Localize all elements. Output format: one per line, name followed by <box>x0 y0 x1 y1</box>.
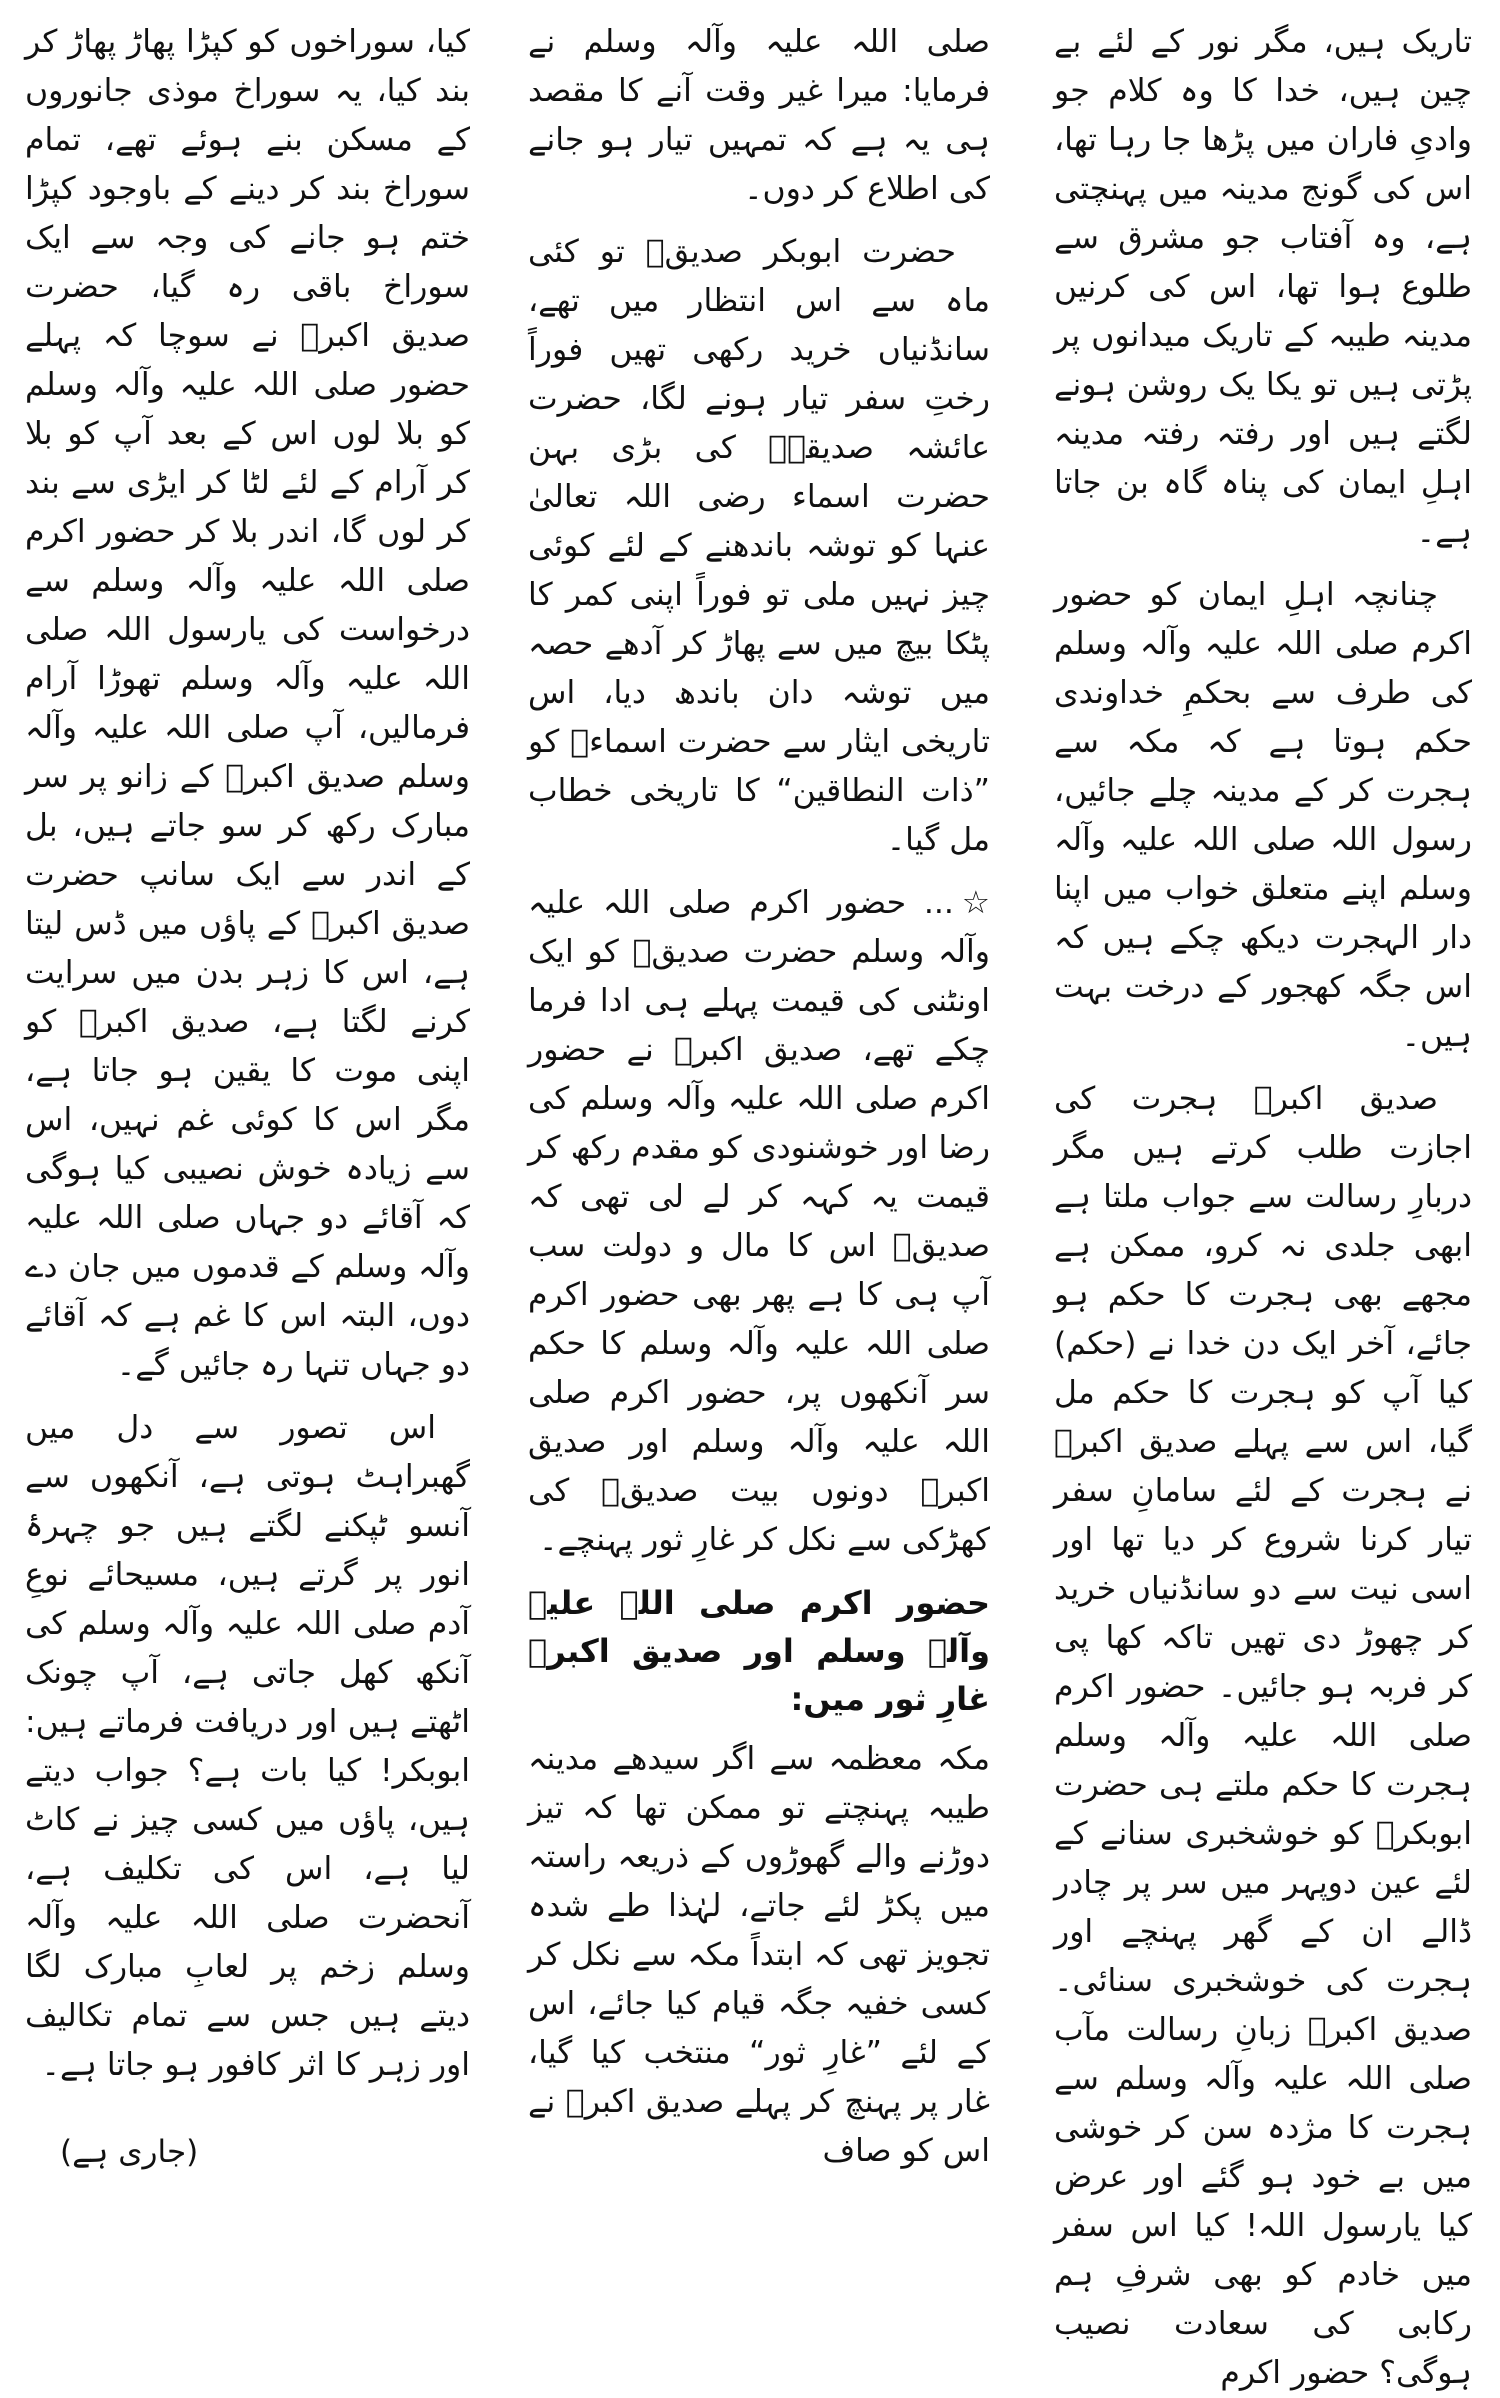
column-left <box>25 18 470 2180</box>
column-right <box>1054 18 1472 2391</box>
column-middle-paragraph-1: صلی اللہ علیہ وآلہ وسلم نے فرمایا: میرا غیر وقت آنے کا مقصد ہی یہ ہے کہ تمہیں تیار ہو جانے کی اطلاع کر دوں۔ <box>528 24 990 207</box>
column-middle-paragraph-2: حضرت ابوبکر صدیقؓ تو کئی ماہ سے اس انتظار میں تھے، سانڈنیاں خرید رکھی تھیں فوراً رختِ سفر تیار ہونے لگا، حضرت عائشہ صدیقہؓ کی بڑی بہن حضرت اسماء رضی اللہ تعالیٰ عنہا کو توشہ باندھنے کے لئے کوئی چیز نہیں ملی تو فوراً اپنی کمر کا پٹکا بیچ میں سے پھاڑ کر آدھے حصہ میں توشہ دان باندھ دیا، اس تاریخی ایثار سے حضرت اسماءؓ کو ”ذات النطاقین“ کا تاریخی خطاب مل گیا۔ <box>528 234 990 858</box>
column-right-paragraph-3: صدیق اکبرؓ ہجرت کی اجازت طلب کرتے ہیں مگر دربارِ رسالت سے جواب ملتا ہے ابھی جلدی نہ کرو، ممکن ہے مجھے بھی ہجرت کا حکم ہو جائے، آخر ایک دن خدا نے (حکم) کیا آپ کو ہجرت کا حکم مل گیا، اس سے پہلے صدیق اکبرؓ نے ہجرت کے لئے سامانِ سفر تیار کرنا شروع کر دیا تھا اور اسی نیت سے دو سانڈنیاں خرید کر چھوڑ دی تھیں تاکہ کھا پی کر فربہ ہو جائیں۔ حضور اکرم صلی اللہ علیہ وآلہ وسلم ہجرت کا حکم ملتے ہی حضرت ابوبکرؓ کو خوشخبری سنانے کے لئے عین دوپہر میں سر پر چادر ڈالے ان کے گھر پہنچے اور ہجرت کی خوشخبری سنائی۔ صدیق اکبرؓ زبانِ رسالت مآب صلی اللہ علیہ وآلہ وسلم سے ہجرت کا مژدہ سن کر خوشی میں بے خود ہو گئے اور عرض کیا یارسول اللہ! کیا اس سفر میں خادم کو بھی شرفِ ہم رکابی کی سعادت نصیب ہوگی؟ حضور اکرم <box>1054 1081 1472 2391</box>
column-right-paragraph-2: چنانچہ اہلِ ایمان کو حضور اکرم صلی اللہ علیہ وآلہ وسلم کی طرف سے بحکمِ خداوندی حکم ہوتا ہے کہ مکہ سے ہجرت کر کے مدینہ چلے جائیں، رسول اللہ صلی اللہ علیہ وآلہ وسلم اپنے متعلق خواب میں اپنا دار الہجرت دیکھ چکے ہیں کہ اس جگہ کھجور کے درخت بہت ہیں۔ <box>1054 577 1472 1054</box>
column-middle-paragraph-3: ☆... حضور اکرم صلی اللہ علیہ وآلہ وسلم حضرت صدیقؓ کو ایک اونٹنی کی قیمت پہلے ہی ادا فرما چکے تھے، صدیق اکبرؓ نے حضور اکرم صلی اللہ علیہ وآلہ وسلم کی رضا اور خوشنودی کو مقدم رکھ کر قیمت یہ کہہ کر لے لی تھی کہ صدیقؓ اس کا مال و دولت سب آپ ہی کا ہے پھر بھی حضور اکرم صلی اللہ علیہ وآلہ وسلم کا حکم سر آنکھوں پر، حضور اکرم صلی اللہ علیہ وآلہ وسلم اور صدیق اکبرؓ دونوں بیت صدیقؓ کی کھڑکی سے نکل کر غارِ ثور پہنچے۔ <box>528 885 990 1558</box>
column-left-paragraph-2: اس تصور سے دل میں گھبراہٹ ہوتی ہے، آنکھوں سے آنسو ٹپکنے لگتے ہیں جو چہرۂ انور پر گرتے ہیں، مسیحائے نوعِ آدم صلی اللہ علیہ وآلہ وسلم کی آنکھ کھل جاتی ہے، آپ چونک اٹھتے ہیں اور دریافت فرماتے ہیں: ابوبکر! کیا بات ہے؟ جواب دیتے ہیں، پاؤں میں کسی چیز نے کاٹ لیا ہے، اس کی تکلیف ہے، آنحضرت صلی اللہ علیہ وآلہ وسلم زخم پر لعابِ مبارک لگا دیتے ہیں جس سے تمام تکالیف اور زہر کا اثر کافور ہو جاتا ہے۔ <box>25 1410 470 2083</box>
column-middle-paragraph-4: مکہ معظمہ سے اگر سیدھے مدینہ طیبہ پہنچتے تو ممکن تھا کہ تیز دوڑنے والے گھوڑوں کے ذریعہ راستہ میں پکڑ لئے جاتے، لہٰذا طے شدہ تجویز تھی کہ ابتداً مکہ سے نکل کر کسی خفیہ جگہ قیام کیا جائے، اس کے لئے ”غارِ ثور“ منتخب کیا گیا، غار پر پہنچ کر پہلے صدیق اکبرؓ نے اس کو صاف <box>528 1741 990 2169</box>
continued-label: (جاری ہے) <box>60 2134 199 2170</box>
column-right-paragraph-1: تاریک ہیں، مگر نور کے لئے بے چین ہیں، خدا کا وہ کلام جو وادیِ فاران میں پڑھا جا رہا تھا، اس کی گونج مدینہ میں پہنچتی ہے، وہ آفتاب جو مشرق سے طلوع ہوا تھا، اس کی کرنیں مدینہ طیبہ کے تاریک میدانوں پر پڑتی ہیں تو یکا یک روشن ہونے لگتے ہیں اور رفتہ رفتہ مدینہ اہلِ ایمان کی پناہ گاہ بن جاتا ہے۔ <box>1054 24 1472 550</box>
column-middle <box>528 18 990 2180</box>
column-left-paragraph-1: کیا، سوراخوں کو کپڑا پھاڑ پھاڑ کر بند کیا، یہ سوراخ موذی جانوروں کے مسکن بنے ہوئے تھے، تمام سوراخ بند کر دینے کے باوجود کپڑا ختم ہو جانے کی وجہ سے ایک سوراخ باقی رہ گیا، حضرت صدیق اکبرؓ نے سوچا کہ پہلے حضور صلی اللہ علیہ وآلہ وسلم کو بلا لوں اس کے بعد آپ کو بلا کر آرام کے لئے لٹا کر ایڑی سے بند کر لوں گا، اندر بلا کر حضور اکرم صلی اللہ علیہ وآلہ وسلم سے درخواست کی یارسول اللہ صلی اللہ علیہ وآلہ وسلم تھوڑا آرام فرمالیں، آپ صلی اللہ علیہ وآلہ وسلم صدیق اکبرؓ کے زانو پر سر مبارک رکھ کر سو جاتے ہیں، بل کے اندر سے ایک سانپ حضرت صدیق اکبرؓ کے پاؤں میں ڈس لیتا ہے، اس کا زہر بدن میں سرایت کرنے لگتا ہے، صدیق اکبرؓ کو اپنی موت کا یقین ہو جاتا ہے، مگر اس کا کوئی غم نہیں، اس سے زیادہ خوش نصیبی کیا ہوگی کہ آقائے دو جہاں صلی اللہ علیہ وآلہ وسلم کے قدموں میں جان دے دوں، البتہ اس کا غم ہے کہ آقائے دو جہاں تنہا رہ جائیں گے۔ <box>25 24 470 1383</box>
section-heading-ghar-e-thaur: حضور اکرم صلی اللہ علیہ وآلہ وسلم اور صدیق اکبرؓ غارِ ثور میں: <box>528 1584 990 1718</box>
